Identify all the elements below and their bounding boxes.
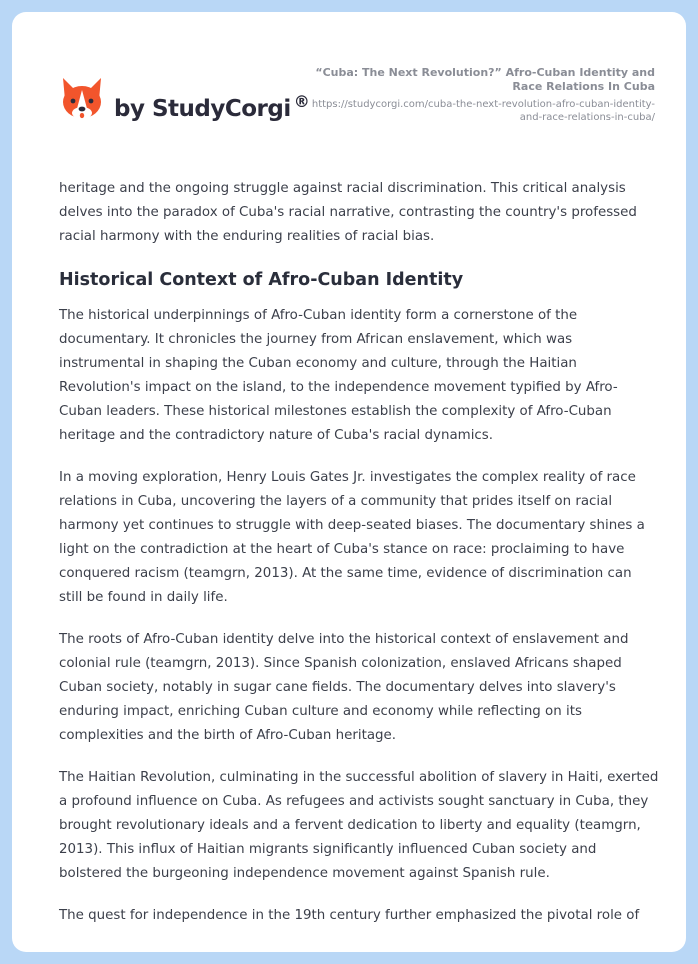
body-paragraph: The roots of Afro-Cuban identity delve into the historical context of enslavement and colonial rule (teamgrn, 2013). Since Spanish colonization, enslaved Africans shaped Cuban society, notably in sugar cane fields. The documentary delves into slavery's enduring impact, enriching Cuban culture and economy while reflecting on its complexities and the birth of Afro-Cuban heritage. — [59, 632, 629, 743]
intro-paragraph: heritage and the ongoing struggle against racial discrimination. This critical analysis delves into the paradox of Cuba's racial narrative, contrasting the country's professed racial harmony with the enduring realities of racial bias. — [59, 181, 637, 244]
body-paragraph: The Haitian Revolution, culminating in the successful abolition of slavery in Haiti, exerted a profound influence on Cuba. As refugees and activists sought sanctuary in Cuba, they brought revolutionary ideals and a fervent dedication to liberty and equality (teamgrn, 2013). This influx of Haitian migrants significantly influenced Cuban society and bolstered the burgeoning independence movement against Spanish rule. — [59, 770, 659, 881]
document-meta — [305, 66, 655, 124]
studycorgi-logo[interactable] — [60, 76, 310, 132]
document-body — [59, 177, 659, 946]
brand-name: by StudyCorgi ® — [114, 92, 310, 122]
body-paragraph: In a moving exploration, Henry Louis Gates Jr. investigates the complex reality of race relations in Cuba, uncovering the layers of a community that prides itself on racial harmony yet continues to struggle with deep-seated biases. The documentary shines a light on the contradiction at the heart of Cuba's stance on race: proclaiming to have conquered racism (teamgrn, 2013). At the same time, evidence of discrimination can still be found in daily life. — [59, 470, 645, 605]
body-paragraph: The historical underpinnings of Afro-Cuban identity form a cornerstone of the documentary. It chronicles the journey from African enslavement, which was instrumental in shaping the Cuban economy and culture, through the Haitian Revolution's impact on the island, to the independence movement typified by Afro-Cuban leaders. These historical milestones establish the complexity of Afro-Cuban heritage and the contradictory nature of Cuba's racial dynamics. — [59, 308, 618, 443]
document-url[interactable]: https://studycorgi.com/cuba-the-next-revolution-afro-cuban-identity-and-race-relations-in-cuba/ — [311, 99, 655, 123]
registered-mark: ® — [293, 92, 310, 111]
body-paragraph: The quest for independence in the 19th century further emphasized the pivotal role of — [59, 908, 640, 923]
document-page — [12, 12, 686, 952]
document-title: “Cuba: The Next Revolution?” Afro-Cuban Identity and Race Relations In Cuba — [315, 66, 655, 93]
page-header — [12, 12, 686, 162]
corgi-icon — [60, 76, 104, 122]
section-heading: Historical Context of Afro-Cuban Identity — [59, 270, 464, 290]
